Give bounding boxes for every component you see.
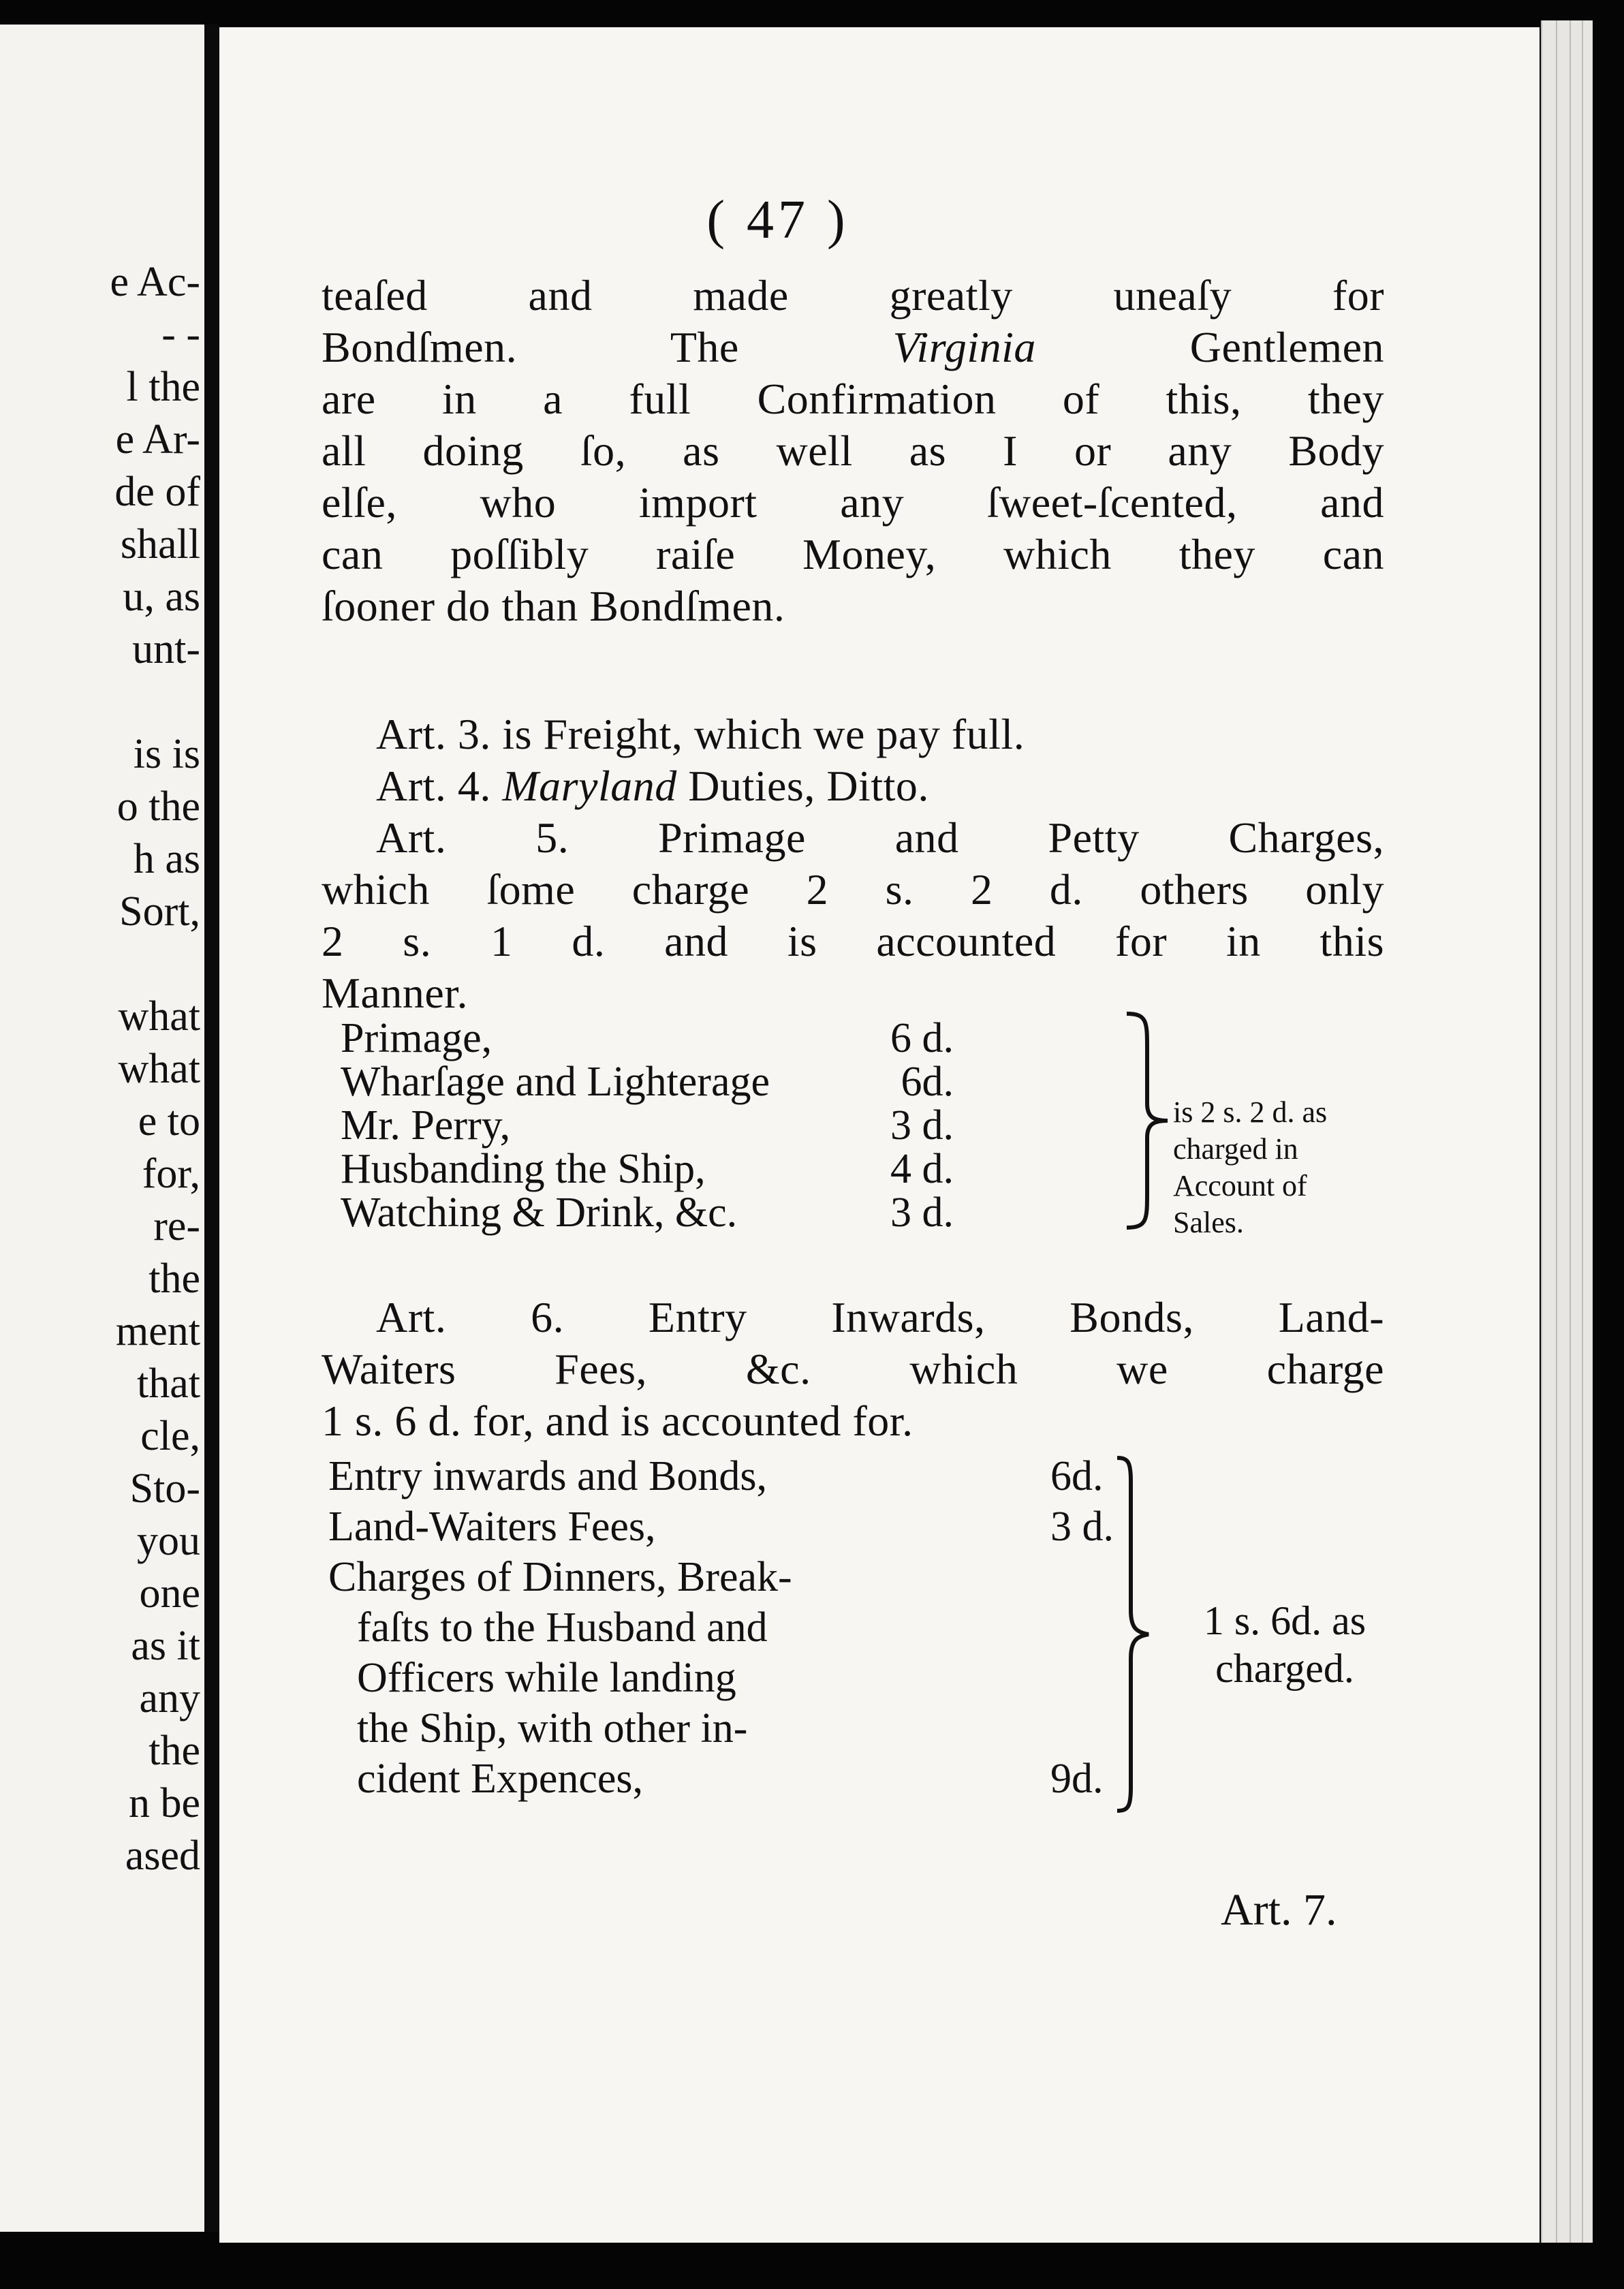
art6-charges-list xyxy=(328,1451,1146,1804)
list-item: Wharſage and Lighterage 6d. xyxy=(341,1059,954,1105)
left-page-fragment: - - xyxy=(161,311,200,358)
left-page-fragment: that xyxy=(137,1360,200,1407)
maryland-italic: Maryland xyxy=(502,762,677,810)
list-item: the Ship, with other in- xyxy=(357,1705,748,1751)
text-line-virginia: Bondſmen. The Virginia Gentlemen xyxy=(322,323,1385,371)
list-item: faſts to the Husband and xyxy=(357,1604,768,1651)
left-page-fragment: ment xyxy=(116,1308,200,1354)
left-page-fragment: unt- xyxy=(132,626,200,672)
list-item: cident Expences, 9d. xyxy=(357,1756,1104,1802)
left-page-fragment: the xyxy=(149,1728,200,1774)
left-page-fragment xyxy=(110,938,200,991)
page-edge xyxy=(1541,20,1556,2243)
left-page-fragment: n be xyxy=(128,1780,200,1826)
list-item: Watching & Drink, &c. 3 d. xyxy=(341,1189,954,1236)
left-page-fragment: cle, xyxy=(140,1413,200,1459)
text-line: can poſſibly raiſe Money, which they can xyxy=(322,530,1384,578)
page-edge xyxy=(1582,20,1593,2243)
list-item: Officers while landing xyxy=(357,1655,736,1701)
text-line: are in a full Confirmation of this, they xyxy=(322,375,1384,423)
art5-charges-list xyxy=(341,1016,1158,1234)
paragraph-bondsmen xyxy=(322,270,1384,632)
art6-total-note: 1 s. 6d. as charged. xyxy=(1203,1598,1367,1691)
left-page-fragment: Sort, xyxy=(119,888,200,935)
left-page-fragment: ased xyxy=(125,1833,200,1879)
left-page-fragment: shall xyxy=(120,521,200,567)
article-6-line: 1 s. 6 d. for, and is accounted for. xyxy=(322,1397,914,1445)
left-page-fragment: l the xyxy=(126,364,200,410)
list-item: Land-Waiters Fees, 3 d. xyxy=(328,1504,1114,1550)
curly-brace-icon xyxy=(1120,1008,1174,1233)
list-item: Primage, 6 d. xyxy=(341,1015,954,1061)
list-item: Mr. Perry, 3 d. xyxy=(341,1102,954,1149)
left-page-fragment: re- xyxy=(153,1203,200,1249)
paragraph-article-6 xyxy=(322,1292,1384,1447)
curly-brace-icon xyxy=(1113,1454,1154,1815)
page-edge xyxy=(1556,20,1570,2243)
left-page-fragment: h as xyxy=(133,836,200,882)
text-line: all doing ſo, as well as I or any Body xyxy=(322,426,1384,475)
article-4: Art. 4. Maryland Duties, Ditto. xyxy=(376,762,929,810)
left-page-fragment: u, as xyxy=(123,574,200,620)
article-5-line: Art. 5. Primage and Petty Charges, xyxy=(376,813,1384,862)
page-edge xyxy=(1570,20,1582,2243)
left-page-fragment: what xyxy=(118,1046,200,1092)
left-page-fragment: you xyxy=(137,1518,200,1564)
left-page-edge xyxy=(0,25,204,2232)
left-page-fragment: what xyxy=(118,993,200,1040)
left-page-fragment: e Ar- xyxy=(115,416,200,463)
article-6-line: Art. 6. Entry Inwards, Bonds, Land- xyxy=(376,1293,1384,1341)
article-5-line: which ſome charge 2 s. 2 d. others only xyxy=(322,865,1384,914)
left-page-fragment: is is xyxy=(133,731,200,777)
page-number: ( 47 ) xyxy=(706,190,849,250)
article-5-line: 2 s. 1 d. and is accounted for in this xyxy=(322,917,1384,965)
right-page xyxy=(219,27,1540,2243)
left-page-fragment: for, xyxy=(142,1151,200,1197)
left-page-fragment: Sto- xyxy=(129,1465,200,1512)
list-item: Charges of Dinners, Break- xyxy=(328,1554,792,1600)
left-page-text-fragments xyxy=(110,256,200,1882)
left-page-fragment: e Ac- xyxy=(110,259,200,305)
left-page-fragment: o the xyxy=(116,783,200,830)
article-6-line: Waiters Fees, &c. which we charge xyxy=(322,1345,1384,1393)
left-page-fragment: de of xyxy=(114,469,200,515)
list-item: Entry inwards and Bonds, 6d. xyxy=(328,1453,1104,1499)
left-page-fragment: e to xyxy=(138,1098,200,1144)
catchword: Art. 7. xyxy=(1221,1885,1337,1935)
article-5-line: Manner. xyxy=(322,969,468,1017)
virginia-italic: Virginia xyxy=(892,323,1036,371)
paragraph-articles-3-5 xyxy=(322,708,1384,1019)
left-page-fragment: any xyxy=(139,1675,200,1722)
text-line: teaſed and made greatly uneaſy for xyxy=(322,271,1384,320)
art5-total-note: is 2 s. 2 d. as charged in Account of Sales. xyxy=(1173,1095,1328,1239)
article-3: Art. 3. is Freight, which we pay full. xyxy=(376,710,1025,758)
left-page-fragment: the xyxy=(149,1256,200,1302)
text-line: elſe, who import any ſweet-ſcented, and xyxy=(322,478,1384,527)
left-page-fragment: as it xyxy=(131,1623,200,1669)
list-item: Husbanding the Ship, 4 d. xyxy=(341,1146,954,1192)
left-page-fragment: one xyxy=(139,1570,200,1617)
book-gutter xyxy=(204,25,219,2232)
text-line: ſooner do than Bondſmen. xyxy=(322,582,785,630)
left-page-fragment xyxy=(110,676,200,728)
